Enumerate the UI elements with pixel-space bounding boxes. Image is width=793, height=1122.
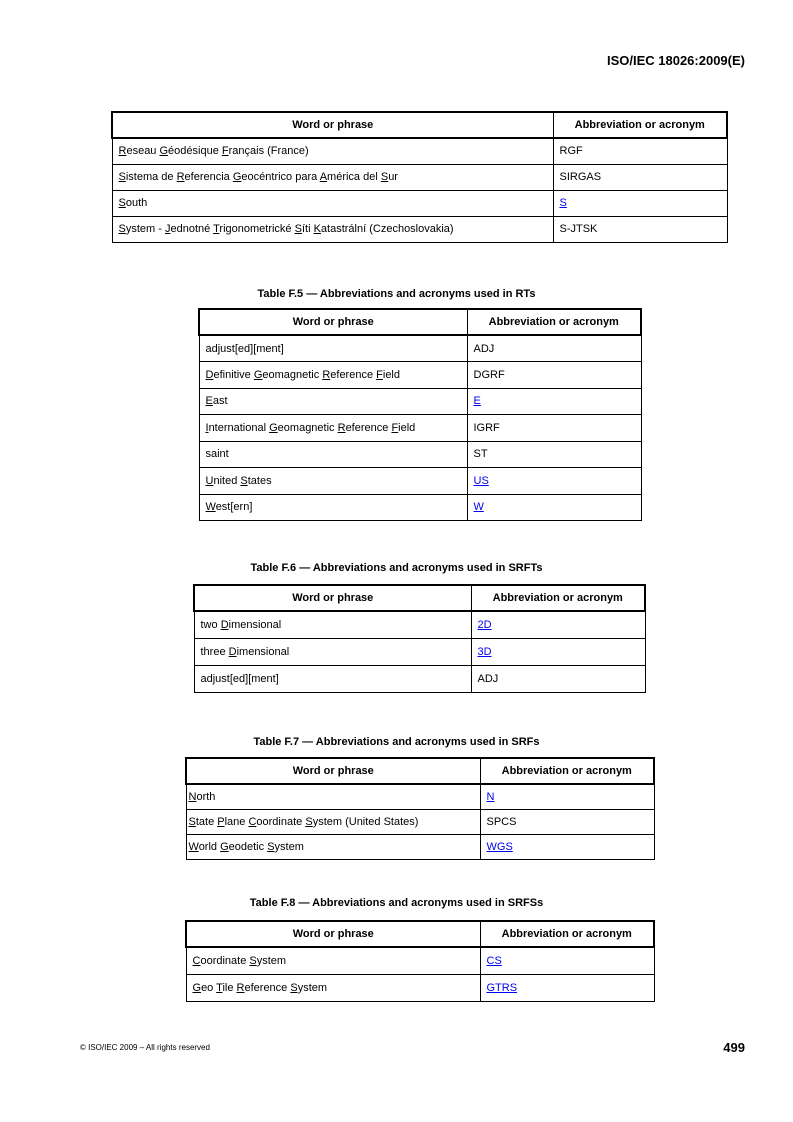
- table-row: [199, 468, 641, 495]
- word-or-phrase-cell: State Plane Coordinate System (United States): [186, 809, 480, 834]
- table-f5-caption: Table F.5 — Abbreviations and acronyms used in RTs: [257, 288, 536, 300]
- table-row: [199, 388, 641, 415]
- word-or-phrase-cell: United States: [199, 468, 467, 495]
- column-header-abbreviation: Abbreviation or acronym: [467, 309, 641, 335]
- word-or-phrase-cell: East: [199, 388, 467, 415]
- table-f8: [185, 920, 655, 1002]
- abbreviation-cell: DGRF: [467, 362, 641, 389]
- table-row: [199, 415, 641, 442]
- abbreviation-cell: [471, 638, 645, 665]
- abbreviation-link[interactable]: US: [473, 474, 489, 487]
- abbreviation-cell: [467, 468, 641, 495]
- word-or-phrase-cell: three Dimensional: [194, 638, 471, 665]
- table-row: [112, 138, 727, 164]
- word-or-phrase-cell: adjust[ed][ment]: [194, 665, 471, 692]
- column-header-word: Word or phrase: [199, 309, 467, 335]
- abbreviation-cell: [553, 190, 727, 216]
- abbreviation-link[interactable]: GTRS: [486, 981, 518, 994]
- table-row: [186, 834, 654, 859]
- word-or-phrase-cell: System - Jednotné Trigonometrické Síti Katastrální (Czechoslovakia): [112, 216, 553, 242]
- word-or-phrase-cell: two Dimensional: [194, 611, 471, 638]
- abbreviation-cell: ADJ: [467, 335, 641, 362]
- abbreviation-cell: [467, 494, 641, 521]
- abbreviation-cell: [480, 947, 654, 974]
- column-header-abbreviation: Abbreviation or acronym: [480, 758, 654, 784]
- table-f6-caption: Table F.6 — Abbreviations and acronyms used in SRFTs: [250, 562, 543, 574]
- column-header-word: Word or phrase: [186, 921, 480, 947]
- word-or-phrase-cell: adjust[ed][ment]: [199, 335, 467, 362]
- column-header-word: Word or phrase: [194, 585, 471, 611]
- word-or-phrase-cell: International Geomagnetic Reference Field: [199, 415, 467, 442]
- table-row: [199, 335, 641, 362]
- word-or-phrase-cell: West[ern]: [199, 494, 467, 521]
- table-row: [186, 809, 654, 834]
- table-f5: [198, 308, 642, 521]
- word-or-phrase-cell: South: [112, 190, 553, 216]
- abbreviation-cell: [467, 388, 641, 415]
- word-or-phrase-cell: Sistema de Referencia Geocéntrico para América del Sur: [112, 164, 553, 190]
- abbreviation-cell: SPCS: [480, 809, 654, 834]
- abbreviation-link[interactable]: S: [559, 197, 567, 209]
- table-row: [199, 362, 641, 389]
- word-or-phrase-cell: Definitive Geomagnetic Reference Field: [199, 362, 467, 389]
- table-f7: [185, 757, 655, 860]
- word-or-phrase-cell: Reseau Géodésique Français (France): [112, 138, 553, 164]
- column-header-word: Word or phrase: [112, 112, 553, 138]
- abbreviation-link[interactable]: E: [473, 395, 481, 408]
- table-row: [186, 974, 654, 1001]
- table-row: [112, 164, 727, 190]
- abbreviation-cell: ADJ: [471, 665, 645, 692]
- word-or-phrase-cell: saint: [199, 441, 467, 468]
- abbreviation-link[interactable]: 2D: [477, 618, 492, 631]
- table-row: [199, 441, 641, 468]
- page-number: 499: [723, 1040, 745, 1055]
- table-row: [194, 665, 645, 692]
- abbreviation-cell: IGRF: [467, 415, 641, 442]
- copyright-notice: © ISO/IEC 2009 – All rights reserved: [80, 1043, 210, 1052]
- abbreviation-link[interactable]: 3D: [477, 645, 492, 658]
- abbreviation-cell: SIRGAS: [553, 164, 727, 190]
- abbreviation-link[interactable]: CS: [486, 954, 502, 967]
- table-row: [186, 784, 654, 809]
- table-row: [112, 216, 727, 242]
- table-row: [194, 638, 645, 665]
- column-header-abbreviation: Abbreviation or acronym: [480, 921, 654, 947]
- column-header-abbreviation: Abbreviation or acronym: [471, 585, 645, 611]
- abbreviation-cell: [480, 974, 654, 1001]
- table-row: [186, 947, 654, 974]
- column-header-abbreviation: Abbreviation or acronym: [553, 112, 727, 138]
- abbreviation-cell: ST: [467, 441, 641, 468]
- word-or-phrase-cell: Geo Tile Reference System: [186, 974, 480, 1001]
- document-id: ISO/IEC 18026:2009(E): [606, 53, 745, 68]
- abbreviation-cell: S-JTSK: [553, 216, 727, 242]
- abbreviation-cell: [480, 784, 654, 809]
- word-or-phrase-cell: World Geodetic System: [186, 834, 480, 859]
- abbreviation-link[interactable]: N: [486, 790, 495, 803]
- abbreviation-link[interactable]: W: [473, 501, 484, 514]
- word-or-phrase-cell: Coordinate System: [186, 947, 480, 974]
- table-f7-caption: Table F.7 — Abbreviations and acronyms used in SRFs: [253, 736, 540, 748]
- abbreviation-cell: [480, 834, 654, 859]
- abbreviation-link[interactable]: WGS: [486, 840, 513, 853]
- table-row: [112, 190, 727, 216]
- abbreviation-cell: [471, 611, 645, 638]
- table-row: [194, 611, 645, 638]
- table-row: [199, 494, 641, 521]
- table-f6: [193, 584, 646, 693]
- table-f4-continued: [111, 111, 728, 243]
- table-f8-caption: Table F.8 — Abbreviations and acronyms used in SRFSs: [249, 897, 544, 909]
- abbreviation-cell: RGF: [553, 138, 727, 164]
- column-header-word: Word or phrase: [186, 758, 480, 784]
- word-or-phrase-cell: North: [186, 784, 480, 809]
